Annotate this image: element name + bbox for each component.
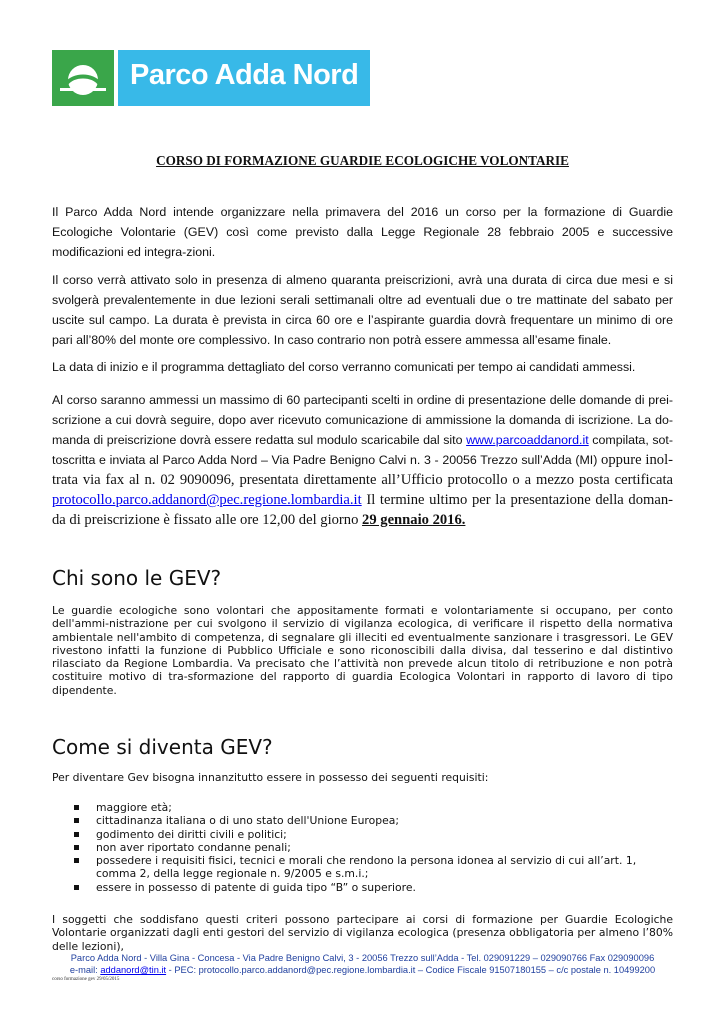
bullet-square-icon [74, 805, 79, 810]
requirement-text: cittadinanza italiana o di uno stato dell'Unione Europea; [96, 814, 399, 828]
closing-paragraph: I soggetti che soddisfano questi criteri possono partecipare ai corsi di formazione per Guardie Ecologiche Volontarie organizzati dagli enti gestori del servizio di vigilanza ecologica (presenza obbligatoria per almeno l’80% delle lezioni), [52, 913, 673, 953]
admission-text-3: oppure inol-trata via fax al n. 02 9090096, presentata direttamente all’Ufficio protocollo o a mezzo posta certificata [52, 452, 673, 488]
footer-address-line: Parco Adda Nord - Villa Gina - Concesa - Via Padre Benigno Calvi, 3 - 20056 Trezzo sull’Adda - Tel. 029091229 – 029090766 Fax 029090096 [70, 953, 655, 963]
intro-paragraph: Il Parco Adda Nord intende organizzare nella primavera del 2016 un corso per la formazione di Guardie Ecologiche Volontarie (GEV) così come previsto dalla Legge Regionale 28 febbraio 2005 e successive modificazioni ed integra-zioni. [52, 205, 673, 259]
section-heading-how: Come si diventa GEV? [52, 735, 273, 759]
bullet-square-icon [74, 885, 79, 890]
page-footer [52, 952, 673, 976]
list-item [74, 881, 674, 894]
list-item [74, 828, 674, 841]
pec-link[interactable]: protocollo.parco.addanord@pec.regione.lombardia.it [52, 492, 362, 508]
list-item [74, 854, 674, 881]
program-paragraph: La data di inizio e il programma dettagliato del corso verranno comunicati per tempo ai candidati ammessi. [52, 360, 636, 374]
footer-email-link[interactable]: addanord@tin.it [100, 965, 167, 975]
list-item [74, 801, 674, 814]
deadline-date: 29 gennaio 2016. [362, 512, 466, 528]
footer-contact-line [52, 964, 673, 976]
document-footnote: corso formazione gev 29/05/2015 [52, 977, 120, 982]
footer-pec-info: - PEC: protocollo.parco.addanord@pec.regione.lombardia.it – Codice Fiscale 91507180155 – c/c postale n. 10499200 [166, 965, 656, 975]
logo-brand-text: Parco Adda Nord [130, 59, 359, 91]
park-emblem-icon [52, 50, 114, 106]
list-item [74, 814, 674, 827]
requirement-text: maggiore età; [96, 801, 172, 814]
bullet-square-icon [74, 818, 79, 823]
requirements-list [74, 801, 674, 894]
requirement-text: non aver riportato condanne penali; [96, 840, 291, 854]
requirement-text: possedere i requisiti fisici, tecnici e morali che rendono la persona idonea al servizio di cui all’art. 1, comma 2, della legge regionale n. 9/2005 e s.m.i.; [96, 854, 637, 881]
admission-paragraph [52, 390, 673, 530]
bullet-square-icon [74, 845, 79, 850]
admission-text-2: compilata, sot-toscritta e inviata al Parco Adda Nord – Via Padre Benigno Calvi n. 3 - 20056 Trezzo sull’Adda (MI) [52, 433, 673, 467]
site-link[interactable]: www.parcoaddanord.it [466, 433, 589, 447]
bullet-square-icon [74, 858, 79, 863]
requirements-intro: Per diventare Gev bisogna innanzitutto essere in possesso dei seguenti requisiti: [52, 771, 489, 784]
section-heading-who: Chi sono le GEV? [52, 566, 222, 590]
admission-text-4: Il termine ultimo per la presentazione della doman-da di preiscrizione è fissato alle ore 12,00 del giorno [52, 492, 673, 528]
course-title: CORSO DI FORMAZIONE GUARDIE ECOLOGICHE VOLONTARIE [156, 153, 569, 168]
list-item [74, 841, 674, 854]
park-logo [52, 50, 370, 106]
who-paragraph: Le guardie ecologiche sono volontari che appositamente formati e volontariamente si occupano, per conto dell'ammi-nistrazione per cui svolgono il servizio di vigilanza ecologica, di verificare il rispetto della normativa ambientale nell'ambito di competenza, di segnalare gli illeciti ed eventualmente sanzionare i trasgressori. Le GEV rivestono infatti la funzione di Pubblico Ufficiale e sono riconoscibili dalla divisa, dal tesserino e dal distintivo rilasciato da Regione Lombardia. Va precisato che l’attività non prevede alcun titolo di retribuzione e non potrà costituire motivo di tra-sformazione del rapporto di guardia Ecologica Volontari in rapporto di lavoro di tipo dipendente. [52, 604, 673, 697]
footer-email-label: e-mail: [69, 965, 101, 975]
admission-text-1: Al corso saranno ammessi un massimo di 60 partecipanti scelti in ordine di presentazione delle domande di prei-scrizione a cui dovrà seguire, dopo aver ricevuto comunicazione di ammissione la domanda di iscrizione. La do-manda di preiscrizione dovrà essere redatta sul modulo scaricabile dal sito [52, 393, 673, 447]
requirement-text: essere in possesso di patente di guida tipo “B” o superiore. [96, 880, 416, 894]
bullet-square-icon [74, 832, 79, 837]
requirement-text: godimento dei diritti civili e politici; [96, 827, 287, 841]
activation-paragraph: Il corso verrà attivato solo in presenza di almeno quaranta preiscrizioni, avrà una durata di circa due mesi e si svolgerà prevalentemente in due lezioni serali settimanali oltre ad eventuali due o tre mattinate del sabato per uscite sul campo. La durata è prevista in circa 60 ore e l’aspirante guardia dovrà frequentare un minimo di ore pari all’80% del monte ore complessivo. In caso contrario non potrà essere ammessa all’esame finale. [52, 273, 673, 347]
